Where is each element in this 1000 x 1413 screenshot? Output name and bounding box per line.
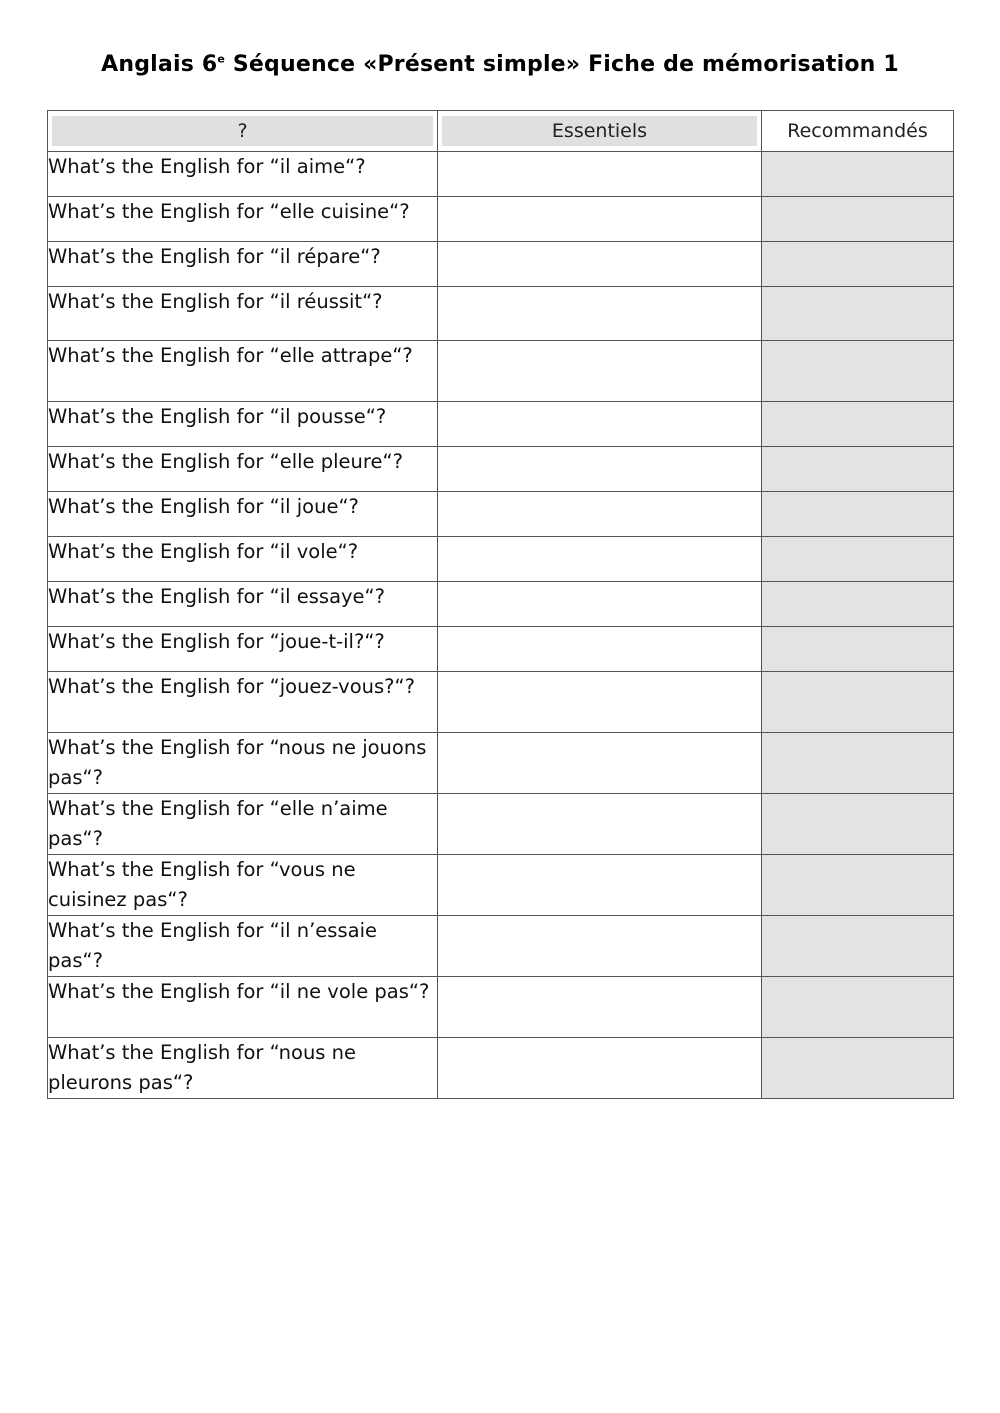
table-row [48,733,954,794]
recommandes-answer-cell[interactable] [762,627,954,672]
question-cell: What’s the English for “elle pleure“? [48,447,438,492]
question-cell: What’s the English for “elle n’aime pas“? [48,794,438,855]
question-cell: What’s the English for “il aime“? [48,152,438,197]
question-cell: What’s the English for “jouez-vous?“? [48,672,438,733]
recommandes-answer-cell[interactable] [762,855,954,916]
question-cell: What’s the English for “elle attrape“? [48,341,438,402]
recommandes-answer-cell[interactable] [762,492,954,537]
title-superscript: e [217,52,226,66]
recommandes-answer-cell[interactable] [762,341,954,402]
question-cell: What’s the English for “il pousse“? [48,402,438,447]
recommandes-answer-cell[interactable] [762,1038,954,1099]
recommandes-answer-cell[interactable] [762,794,954,855]
essentiels-answer-cell[interactable] [438,242,762,287]
essentiels-answer-cell[interactable] [438,447,762,492]
table-row [48,672,954,733]
header-recommandes-label: Recommandés [787,120,928,142]
table-row [48,582,954,627]
recommandes-answer-cell[interactable] [762,733,954,794]
essentiels-answer-cell[interactable] [438,627,762,672]
recommandes-answer-cell[interactable] [762,447,954,492]
recommandes-answer-cell[interactable] [762,672,954,733]
essentiels-answer-cell[interactable] [438,537,762,582]
table-row [48,287,954,341]
essentiels-answer-cell[interactable] [438,152,762,197]
question-cell: What’s the English for “il vole“? [48,537,438,582]
header-essentiels [438,111,762,152]
title-prefix: Anglais 6 [101,52,218,77]
header-question-label: ? [52,116,433,146]
recommandes-answer-cell[interactable] [762,197,954,242]
table-row [48,977,954,1038]
recommandes-answer-cell[interactable] [762,242,954,287]
question-cell: What’s the English for “il ne vole pas“? [48,977,438,1038]
table-row [48,916,954,977]
table-header-row [48,111,954,152]
table-row [48,341,954,402]
question-cell: What’s the English for “il n’essaie pas“? [48,916,438,977]
recommandes-answer-cell[interactable] [762,916,954,977]
question-cell: What’s the English for “elle cuisine“? [48,197,438,242]
question-cell: What’s the English for “vous ne cuisinez pas“? [48,855,438,916]
essentiels-answer-cell[interactable] [438,672,762,733]
question-cell: What’s the English for “nous ne pleurons pas“? [48,1038,438,1099]
question-cell: What’s the English for “il joue“? [48,492,438,537]
essentiels-answer-cell[interactable] [438,1038,762,1099]
table-row [48,537,954,582]
recommandes-answer-cell[interactable] [762,977,954,1038]
table-row [48,1038,954,1099]
page-title [0,52,1000,77]
recommandes-answer-cell[interactable] [762,537,954,582]
header-recommandes [762,111,954,152]
essentiels-answer-cell[interactable] [438,733,762,794]
essentiels-answer-cell[interactable] [438,977,762,1038]
question-cell: What’s the English for “il réussit“? [48,287,438,341]
table-row [48,152,954,197]
recommandes-answer-cell[interactable] [762,402,954,447]
header-essentiels-label: Essentiels [442,116,757,146]
essentiels-answer-cell[interactable] [438,855,762,916]
table-row [48,402,954,447]
header-question [48,111,438,152]
essentiels-answer-cell[interactable] [438,197,762,242]
question-cell: What’s the English for “il essaye“? [48,582,438,627]
table-row [48,855,954,916]
title-rest: Séquence «Présent simple» Fiche de mémorisation 1 [225,52,899,77]
table-row [48,197,954,242]
recommandes-answer-cell[interactable] [762,287,954,341]
table-row [48,794,954,855]
essentiels-answer-cell[interactable] [438,916,762,977]
table-row [48,627,954,672]
memorisation-table [47,110,954,1099]
essentiels-answer-cell[interactable] [438,341,762,402]
recommandes-answer-cell[interactable] [762,152,954,197]
table-row [48,447,954,492]
recommandes-answer-cell[interactable] [762,582,954,627]
question-cell: What’s the English for “joue-t-il?“? [48,627,438,672]
essentiels-answer-cell[interactable] [438,794,762,855]
essentiels-answer-cell[interactable] [438,492,762,537]
table-row [48,492,954,537]
essentiels-answer-cell[interactable] [438,402,762,447]
essentiels-answer-cell[interactable] [438,287,762,341]
table-row [48,242,954,287]
question-cell: What’s the English for “il répare“? [48,242,438,287]
question-cell: What’s the English for “nous ne jouons pas“? [48,733,438,794]
essentiels-answer-cell[interactable] [438,582,762,627]
